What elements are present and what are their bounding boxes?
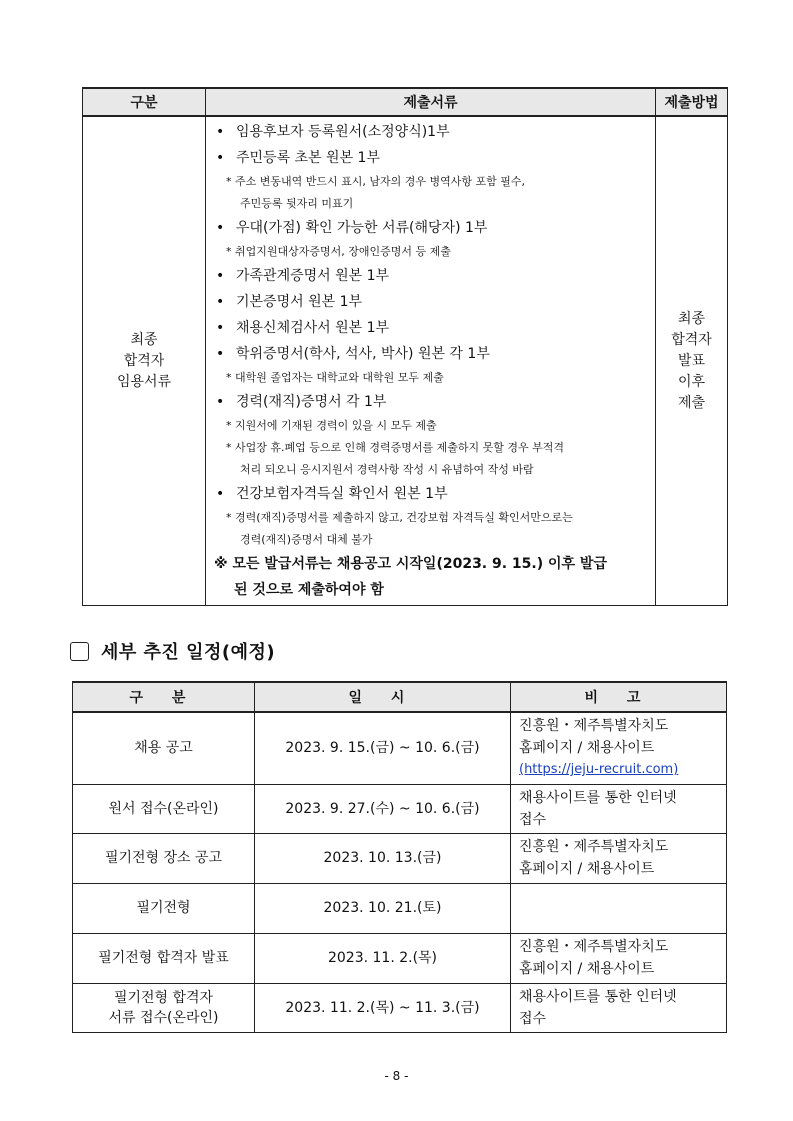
schedule-note	[511, 983, 727, 1032]
document-note: * 경력(재직)증명서를 제출하지 않고, 건강보험 자격득실 확인서만으로는	[226, 511, 573, 524]
bullet-icon: •	[216, 124, 225, 140]
note-line: 진흥원・제주특별자치도	[519, 938, 669, 955]
method-cell	[656, 116, 728, 606]
method-line: 발표	[677, 352, 706, 369]
bullet-icon: •	[216, 320, 225, 336]
bullet-icon: •	[216, 394, 225, 410]
document-note: * 지원서에 기재된 경력이 있을 시 모두 제출	[226, 419, 437, 432]
table-row	[83, 116, 728, 606]
checkbox-square-icon	[70, 642, 89, 661]
table-header-row	[73, 682, 727, 712]
header-category: 구분	[83, 88, 206, 116]
document-list	[214, 119, 649, 551]
schedule-note	[511, 883, 727, 933]
header-category: 구 분	[73, 682, 255, 712]
table-row	[73, 983, 727, 1032]
bullet-icon: •	[216, 220, 225, 236]
schedule-category	[73, 983, 255, 1032]
document-note: 처리 되오니 응시지원서 경력사항 작성 시 유념하여 작성 바람	[240, 463, 534, 476]
documents-cell	[206, 116, 656, 606]
header-note: 비 고	[511, 682, 727, 712]
document-item	[214, 145, 649, 171]
method-line: 제출	[677, 394, 706, 411]
table-row	[73, 784, 727, 833]
final-notice-line: ※ 모든 발급서류는 채용공고 시작일(2023. 9. 15.) 이후 발급	[214, 556, 607, 572]
schedule-date: 2023. 9. 27.(수) ~ 10. 6.(금)	[255, 784, 511, 833]
schedule-note	[511, 833, 727, 883]
document-note: * 대학원 졸업자는 대학교와 대학원 모두 제출	[226, 371, 444, 384]
section-title: 세부 추진 일정(예정)	[101, 642, 276, 663]
table-row	[73, 933, 727, 983]
note-line: 홈페이지 / 채용사이트	[519, 960, 655, 977]
recruit-site-link[interactable]: (https://jeju-recruit.com)	[519, 762, 679, 777]
schedule-date: 2023. 11. 2.(목) ~ 11. 3.(금)	[255, 983, 511, 1032]
method-line: 합격자	[671, 331, 712, 348]
document-item	[214, 315, 649, 341]
document-item-text: 경력(재직)증명서 각 1부	[236, 394, 387, 410]
document-item	[214, 481, 649, 507]
table-row	[73, 712, 727, 784]
category-cell	[83, 116, 206, 606]
document-note: 경력(재직)증명서 대체 불가	[240, 533, 373, 546]
document-item-text: 건강보험자격득실 확인서 원본 1부	[236, 486, 448, 502]
method-line: 이후	[677, 373, 706, 390]
section-heading	[70, 638, 275, 664]
schedule-category: 원서 접수(온라인)	[73, 784, 255, 833]
bullet-icon: •	[216, 268, 225, 284]
schedule-category: 채용 공고	[73, 712, 255, 784]
schedule-category: 필기전형	[73, 883, 255, 933]
document-item-text: 기본증명서 원본 1부	[236, 294, 362, 310]
note-line: 채용사이트를 통한 인터넷	[519, 789, 677, 806]
category-line: 최종	[130, 331, 158, 348]
document-item	[214, 341, 649, 367]
document-item-text: 가족관계증명서 원본 1부	[236, 268, 390, 284]
page-number: - 8 -	[384, 1069, 409, 1083]
schedule-table	[72, 681, 727, 1033]
document-item-text: 학위증명서(학사, 석사, 박사) 원본 각 1부	[236, 346, 490, 362]
note-line: 홈페이지 / 채용사이트	[519, 860, 655, 877]
final-notice	[214, 551, 649, 603]
method-line: 최종	[677, 310, 706, 327]
schedule-note	[511, 712, 727, 784]
bullet-icon: •	[216, 294, 225, 310]
schedule-date: 2023. 10. 13.(금)	[255, 833, 511, 883]
document-note: * 취업지원대상자증명서, 장애인증명서 등 제출	[226, 245, 451, 258]
header-date: 일 시	[255, 682, 511, 712]
schedule-note	[511, 933, 727, 983]
schedule-category: 필기전형 장소 공고	[73, 833, 255, 883]
document-item	[214, 389, 649, 415]
schedule-category: 필기전형 합격자 발표	[73, 933, 255, 983]
table-header-row	[83, 88, 728, 116]
document-note: 주민등록 뒷자리 미표기	[240, 197, 354, 210]
category-line: 합격자	[123, 352, 165, 369]
document-item	[214, 215, 649, 241]
note-line: 접수	[519, 1010, 547, 1027]
note-line: 홈페이지 / 채용사이트	[519, 740, 655, 756]
table-row	[73, 883, 727, 933]
document-item	[214, 289, 649, 315]
note-line: 진흥원・제주특별자치도	[519, 718, 669, 734]
document-item-text: 주민등록 초본 원본 1부	[236, 150, 380, 166]
header-method: 제출방법	[656, 88, 728, 116]
final-notice-line: 된 것으로 제출하여야 함	[234, 582, 384, 598]
document-item	[214, 119, 649, 145]
bullet-icon: •	[216, 150, 225, 166]
document-item-text: 우대(가점) 확인 가능한 서류(해당자) 1부	[236, 220, 488, 236]
category-line: 서류 접수(온라인)	[108, 1009, 219, 1026]
document-note: * 주소 변동내역 반드시 표시, 남자의 경우 병역사항 포함 필수,	[226, 175, 525, 188]
note-line: 접수	[519, 811, 547, 828]
schedule-date: 2023. 10. 21.(토)	[255, 883, 511, 933]
note-line: 진흥원・제주특별자치도	[519, 838, 669, 855]
header-documents: 제출서류	[206, 88, 656, 116]
document-item	[214, 263, 649, 289]
document-item-text: 임용후보자 등록원서(소정양식)1부	[236, 124, 450, 140]
schedule-note	[511, 784, 727, 833]
document-note: * 사업장 휴.폐업 등으로 인해 경력증명서를 제출하지 못할 경우 부적격	[226, 441, 564, 454]
schedule-date: 2023. 9. 15.(금) ~ 10. 6.(금)	[255, 712, 511, 784]
schedule-date: 2023. 11. 2.(목)	[255, 933, 511, 983]
category-line: 임용서류	[116, 373, 172, 390]
table-row	[73, 833, 727, 883]
bullet-icon: •	[216, 346, 225, 362]
note-line: 채용사이트를 통한 인터넷	[519, 988, 677, 1005]
document-item-text: 채용신체검사서 원본 1부	[236, 320, 390, 336]
category-line: 필기전형 합격자	[113, 989, 214, 1006]
submission-documents-table	[82, 87, 728, 606]
bullet-icon: •	[216, 486, 225, 502]
